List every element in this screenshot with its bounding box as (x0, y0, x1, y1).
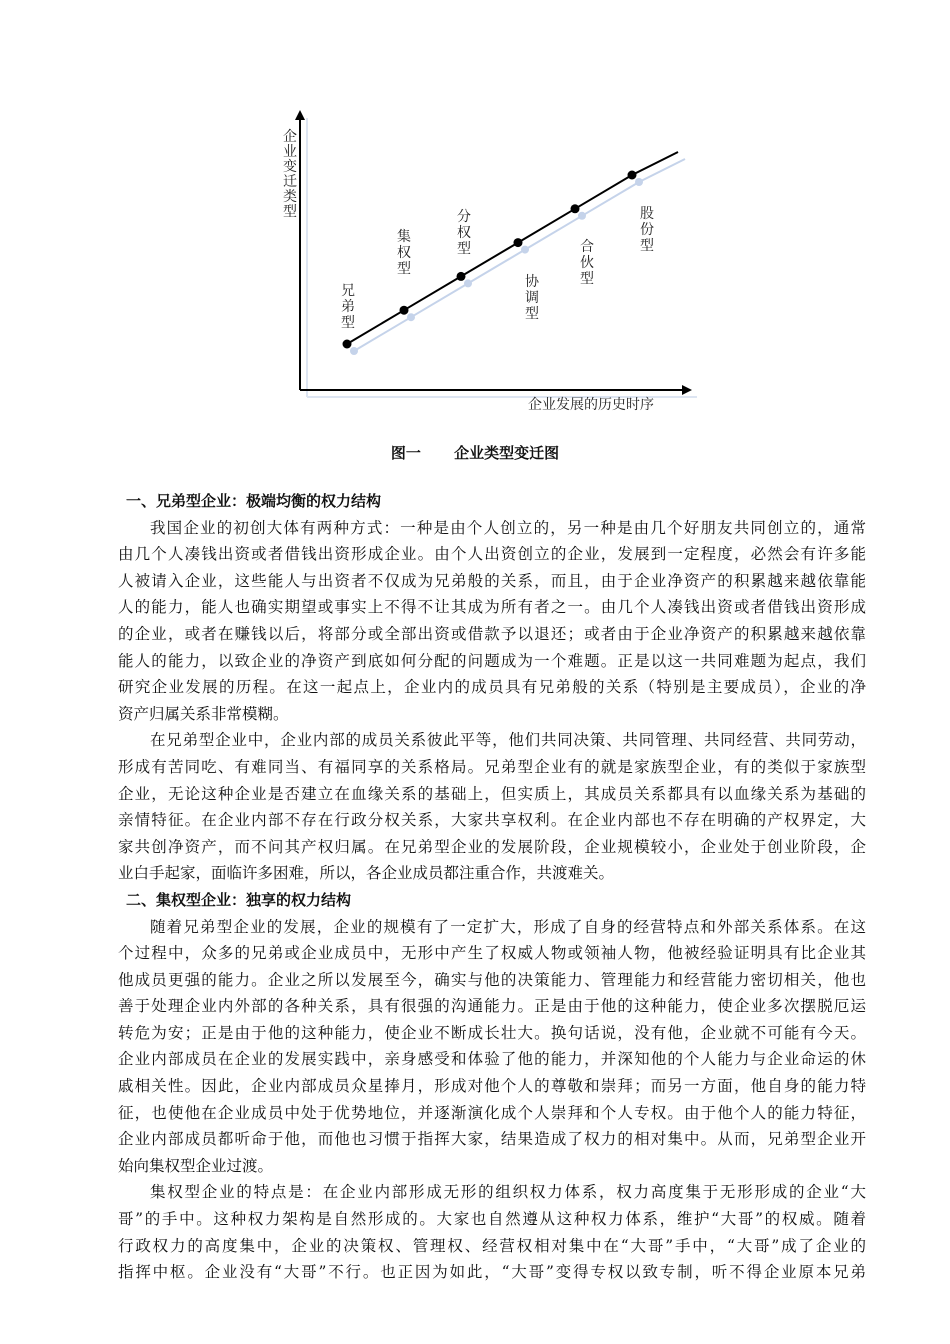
text-line: 人的能力，能人也确实期望或事实上不得不让其成为所有者之一。由几个人凑钱出资或者借钱出资形成 (118, 598, 866, 617)
figure-title: 企业类型变迁图 (454, 444, 560, 462)
text-line: 哥”的手中。这种权力架构是自然形成的。大家也自然遵从这种权力体系，维护“大哥”的权威。随着 (118, 1210, 866, 1229)
category-label: 协调型 (525, 274, 539, 322)
category-label: 分权型 (457, 209, 471, 257)
text-line: 征，也使他在企业成员中处于优势地位，并逐渐演化成个人崇拜和个人专权。由于他个人的能力特征， (118, 1103, 866, 1122)
data-point (343, 340, 352, 349)
paragraph (118, 727, 866, 887)
text-line: 企业内部成员都听命于他，而他也习惯于指挥大家，结果造成了权力的相对集中。从而，兄弟型企业开 (118, 1130, 866, 1149)
paragraph (118, 1179, 866, 1285)
text-line: 业白手起家，面临许多困难，所以，各企业成员都注重合作，共渡难关。 (118, 864, 615, 883)
text-line: 随着兄弟型企业的发展，企业的规模有了一定扩大，形成了自身的经营特点和外部关系体系。在这 (150, 917, 866, 936)
paragraph (118, 914, 866, 1180)
text-line: 资产归属关系非常模糊。 (118, 704, 289, 723)
text-line: 善于处理企业内外部的各种关系，具有很强的沟通能力。正是由于他的这种能力，使企业多次摆脱厄运 (118, 997, 866, 1016)
category-label: 兄弟型 (341, 283, 355, 331)
enterprise-type-chart (0, 0, 950, 440)
text-line: 亲情特征。在企业内部不存在行政分权关系，大家共享权利。在企业内部也不存在明确的产权界定，大 (118, 811, 866, 830)
data-point-shadow (464, 279, 472, 287)
data-point-shadow (350, 347, 358, 355)
text-line: 人被请入企业，这些能人与出资者不仅成为兄弟般的关系，而且，由于企业净资产的积累越来越依靠能 (118, 571, 866, 590)
x-axis-label: 企业发展的历史时序 (528, 397, 654, 413)
text-line: 他成员更强的能力。企业之所以发展至今，确实与他的决策能力、管理能力和经营能力密切相关，他也 (118, 970, 866, 989)
x-axis-arrow (682, 385, 692, 395)
text-line: 在兄弟型企业中，企业内部的成员关系彼此平等，他们共同决策、共同管理、共同经营、共同劳动， (150, 731, 866, 750)
text-line: 研究企业发展的历程。在这一起点上，企业内的成员具有兄弟般的关系（特别是主要成员），企业的净 (118, 678, 866, 697)
figure-caption (0, 442, 950, 463)
data-point-shadow (635, 178, 643, 186)
text-line: 家共创净资产，而不问其产权归属。在兄弟型企业的发展阶段，企业规模较小，企业处于创业阶段，企 (118, 837, 866, 856)
data-point (628, 171, 637, 180)
category-label: 集权型 (397, 229, 411, 277)
text-line: 个过程中，众多的兄弟或企业成员中，无形中产生了权威人物或领袖人物，他被经验证明具有比企业其 (118, 944, 866, 963)
section-heading: 二、集权型企业：独享的权力结构 (126, 890, 352, 909)
text-line: 始向集权型企业过渡。 (118, 1156, 274, 1175)
text-line: 能人的能力，以致企业的净资产到底如何分配的问题成为一个难题。正是以这一共同难题为起点，我们 (118, 651, 866, 670)
text-line: 指挥中枢。企业没有“大哥”不行。也正因为如此，“大哥”变得专权以致专制，听不得企业原本兄弟 (118, 1263, 866, 1282)
data-point (457, 272, 466, 281)
category-label: 股份型 (640, 206, 654, 254)
text-line: 形成有苦同吃、有难同当、有福同享的关系格局。兄弟型企业有的就是家族型企业，有的类似于家族型 (118, 757, 866, 776)
text-line: 戚相关性。因此，企业内部成员众星捧月，形成对他个人的尊敬和崇拜；而另一方面，他自身的能力特 (118, 1077, 866, 1096)
figure-number: 图一 (390, 444, 421, 462)
section-heading: 一、兄弟型企业：极端均衡的权力结构 (126, 492, 382, 510)
data-point (514, 238, 523, 247)
y-axis-arrow (295, 110, 305, 120)
category-label: 合伙型 (580, 239, 594, 287)
text-line: 转危为安；正是由于他的这种能力，使企业不断成长壮大。换句话说，没有他，企业就不可能有今天。 (118, 1023, 866, 1042)
text-line: 企业，无论这种企业是否建立在血缘关系的基础上，但实质上，其成员关系都具有以血缘关系为基础的 (118, 784, 866, 803)
data-point (571, 204, 580, 213)
text-line: 行政权力的高度集中，企业的决策权、管理权、经营权相对集中在“大哥”手中，“大哥”成了企业的 (118, 1236, 866, 1255)
data-point-shadow (521, 246, 529, 254)
document-body (118, 488, 866, 1286)
text-line: 的企业，或者在赚钱以后，将部分或全部出资或借款予以退还；或者由于企业净资产的积累越来越依靠 (118, 624, 866, 643)
text-line: 我国企业的初创大体有两种方式：一种是由个人创立的，另一种是由几个好朋友共同创立的，通常 (150, 518, 866, 537)
data-point (400, 306, 409, 315)
text-line: 由几个人凑钱出资或者借钱出资形成企业。由个人出资创立的企业，发展到一定程度，必然会有许多能 (118, 545, 866, 564)
paragraph (118, 515, 866, 728)
text-line: 企业内部成员在企业的发展实践中，亲身感受和体验了他的能力，并深知他的个人能力与企业命运的休 (118, 1050, 866, 1069)
y-axis-label: 企业变迁类型 (283, 129, 297, 220)
data-point-shadow (407, 313, 415, 321)
data-point-shadow (578, 212, 586, 220)
text-line: 集权型企业的特点是：在企业内部形成无形的组织权力体系，权力高度集于无形形成的企业“大 (150, 1183, 866, 1202)
